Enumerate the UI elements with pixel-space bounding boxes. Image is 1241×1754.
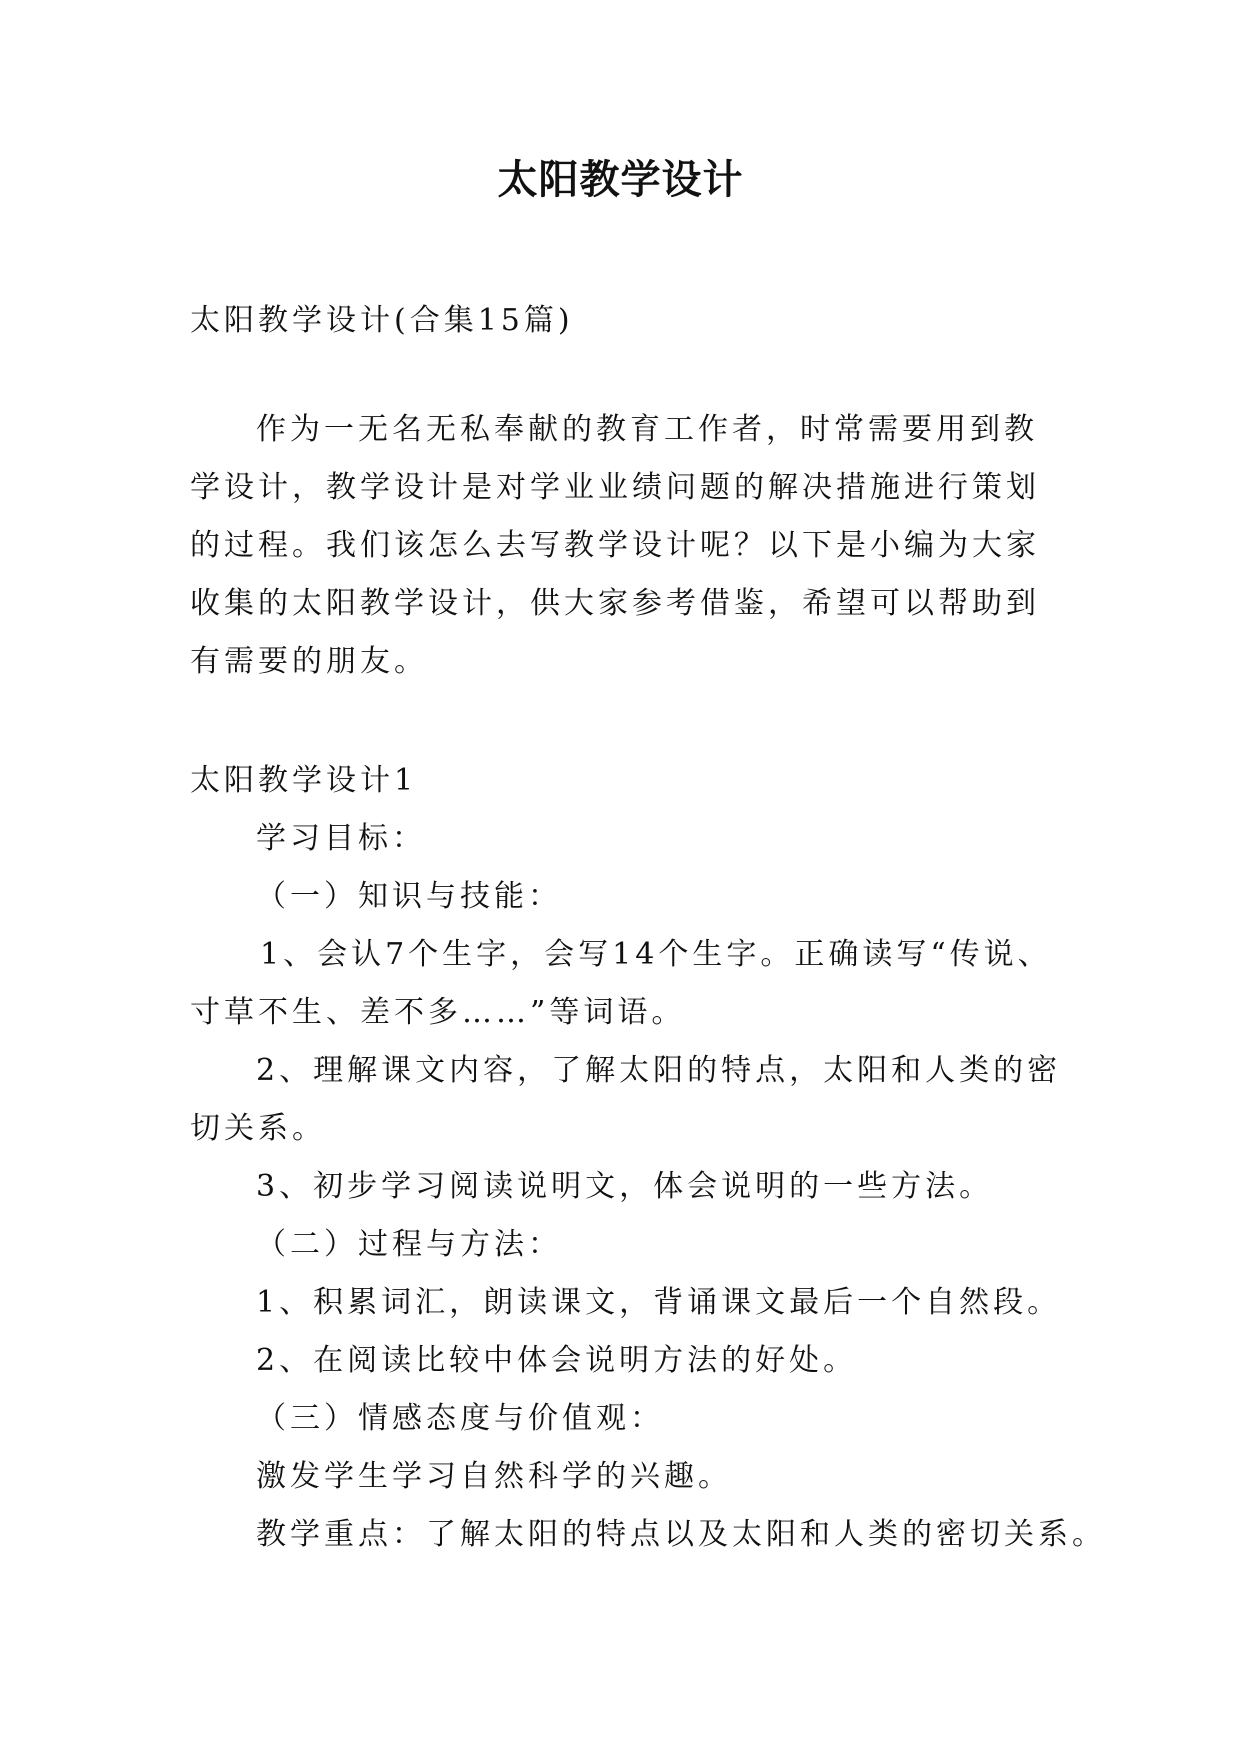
paragraph-line: 激发学生学习自然科学的兴趣。 bbox=[256, 1459, 732, 1494]
paragraph-line: 教学重点：了解太阳的特点以及太阳和人类的密切关系。 bbox=[256, 1517, 1106, 1552]
lesson-content bbox=[190, 810, 1106, 1564]
paragraph-line: 2、在阅读比较中体会说明方法的好处。 bbox=[256, 1343, 858, 1378]
paragraph-line: 1、积累词汇，朗读课文，背诵课文最后一个自然段。 bbox=[256, 1285, 1062, 1320]
document-title: 太阳教学设计 bbox=[497, 156, 744, 203]
paragraph-line: （一）知识与技能： bbox=[256, 879, 562, 914]
section-heading: 太阳教学设计1 bbox=[190, 763, 418, 798]
document-subtitle: 太阳教学设计(合集15篇) bbox=[190, 303, 574, 338]
intro-paragraph: 作为一无名无私奉献的教育工作者，时常需要用到教学设计，教学设计是对学业业绩问题的解决措施进行策划的过程。我们该怎么去写教学设计呢？以下是小编为大家收集的太阳教学设计，供大家参考借鉴，希望可以帮助到有需要的朋友。 bbox=[190, 412, 1040, 679]
paragraph-line: （三）情感态度与价值观： bbox=[256, 1401, 664, 1436]
paragraph-line: 2、理解课文内容，了解太阳的特点，太阳和人类的密 bbox=[256, 1053, 1062, 1088]
paragraph-line: 1、会认7个生字，会写14个生字。正确读写“传说、 bbox=[260, 937, 1052, 972]
paragraph-line: 学习目标： bbox=[256, 821, 426, 856]
paragraph-line: （二）过程与方法： bbox=[256, 1227, 562, 1262]
paragraph-line: 3、初步学习阅读说明文，体会说明的一些方法。 bbox=[256, 1169, 994, 1204]
paragraph-line: 寸草不生、差不多……”等词语。 bbox=[190, 995, 686, 1030]
paragraph-line: 切关系。 bbox=[190, 1111, 326, 1146]
